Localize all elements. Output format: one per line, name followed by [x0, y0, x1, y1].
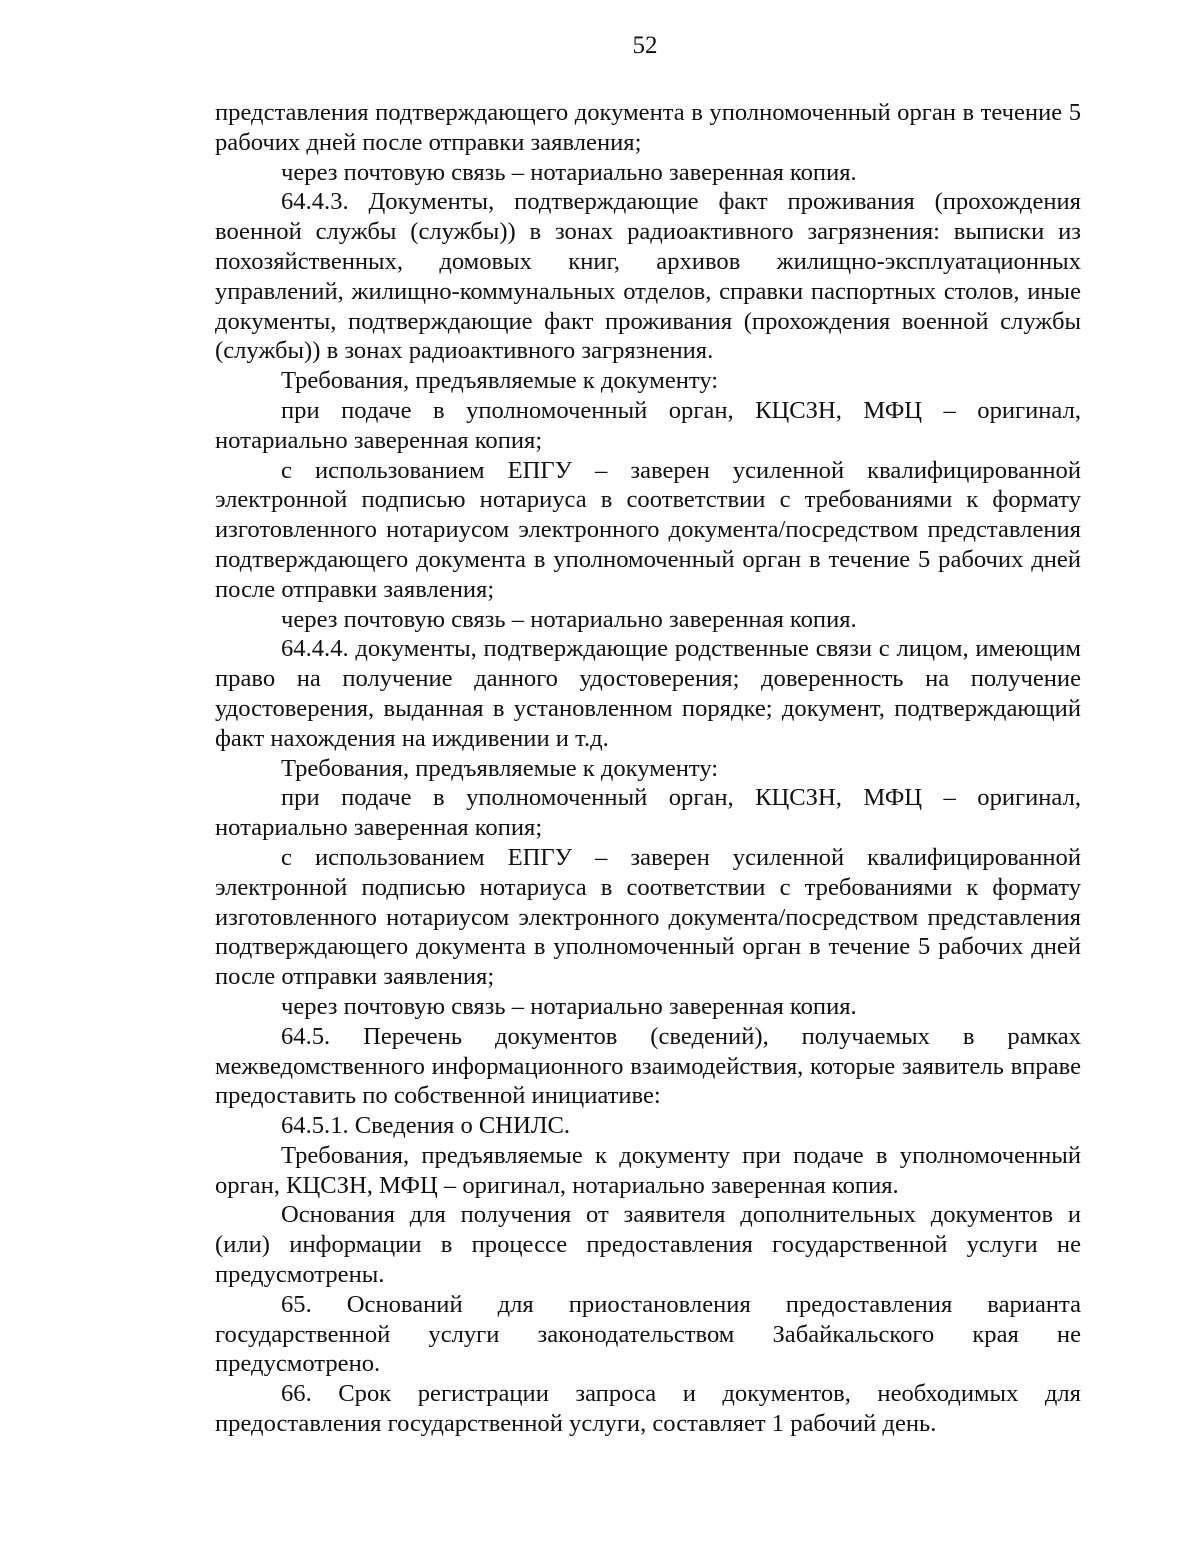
document-body [215, 98, 1081, 1439]
paragraph: 64.4.4. документы, подтверждающие родственные связи с лицом, имеющим право на получение данного удостоверения; доверенность на получение удостоверения, выданная в установленном порядке; документ, подтверждающий факт нахождения на иждивении и т.д. [215, 635, 1081, 752]
page-number: 52 [632, 32, 658, 59]
paragraph: с использованием ЕПГУ – заверен усиленной квалифицированной электронной подписью нотариуса в соответствии с требованиями к формату изготовленного нотариусом электронного документа/посредством представления подтверждающего документа в уполномоченный орган в течение 5 рабочих дней после отправки заявления; [215, 843, 1081, 991]
paragraph: 64.5.1. Сведения о СНИЛС. [281, 1112, 571, 1140]
paragraph: 65. Оснований для приостановления предоставления варианта государственной услуги законодательством Забайкальского края не предусмотрено. [215, 1290, 1081, 1378]
paragraph: 66. Срок регистрации запроса и документов, необходимых для предоставления государственной услуги, составляет 1 рабочий день. [215, 1380, 1081, 1438]
paragraph: через почтовую связь – нотариально заверенная копия. [281, 605, 857, 633]
paragraph: 64.5. Перечень документов (сведений), получаемых в рамках межведомственного информационного взаимодействия, которые заявитель вправе предоставить по собственной инициативе: [215, 1022, 1081, 1110]
paragraph: Требования, предъявляемые к документу: [281, 367, 719, 395]
paragraph: через почтовую связь – нотариально заверенная копия. [281, 992, 857, 1020]
paragraph: представления подтверждающего документа в уполномоченный орган в течение 5 рабочих дней после отправки заявления; [215, 99, 1081, 156]
paragraph: при подаче в уполномоченный орган, КЦСЗН, МФЦ – оригинал, нотариально заверенная копия; [215, 784, 1081, 842]
paragraph: Основания для получения от заявителя дополнительных документов и (или) информации в процессе предоставления государственной услуги не предусмотрены. [215, 1201, 1081, 1289]
paragraph: при подаче в уполномоченный орган, КЦСЗН, МФЦ – оригинал, нотариально заверенная копия; [215, 396, 1081, 454]
paragraph: Требования, предъявляемые к документу при подаче в уполномоченный орган, КЦСЗН, МФЦ – оригинал, нотариально заверенная копия. [215, 1141, 1081, 1199]
paragraph: через почтовую связь – нотариально заверенная копия. [281, 158, 857, 186]
paragraph: 64.4.3. Документы, подтверждающие факт проживания (прохождения военной службы (службы)) в зонах радиоактивного загрязнения: выписки из похозяйственных, домовых книг, архивов жилищно-эксплуатационных управлений, жилищно-коммунальных отделов, справки паспортных столов, иные документы, подтверждающие факт проживания (прохождения военной службы (службы)) в зонах радиоактивного загрязнения. [215, 188, 1081, 365]
paragraph: с использованием ЕПГУ – заверен усиленной квалифицированной электронной подписью нотариуса в соответствии с требованиями к формату изготовленного нотариусом электронного документа/посредством представления подтверждающего документа в уполномоченный орган в течение 5 рабочих дней после отправки заявления; [215, 456, 1081, 603]
paragraph: Требования, предъявляемые к документу: [281, 754, 719, 782]
